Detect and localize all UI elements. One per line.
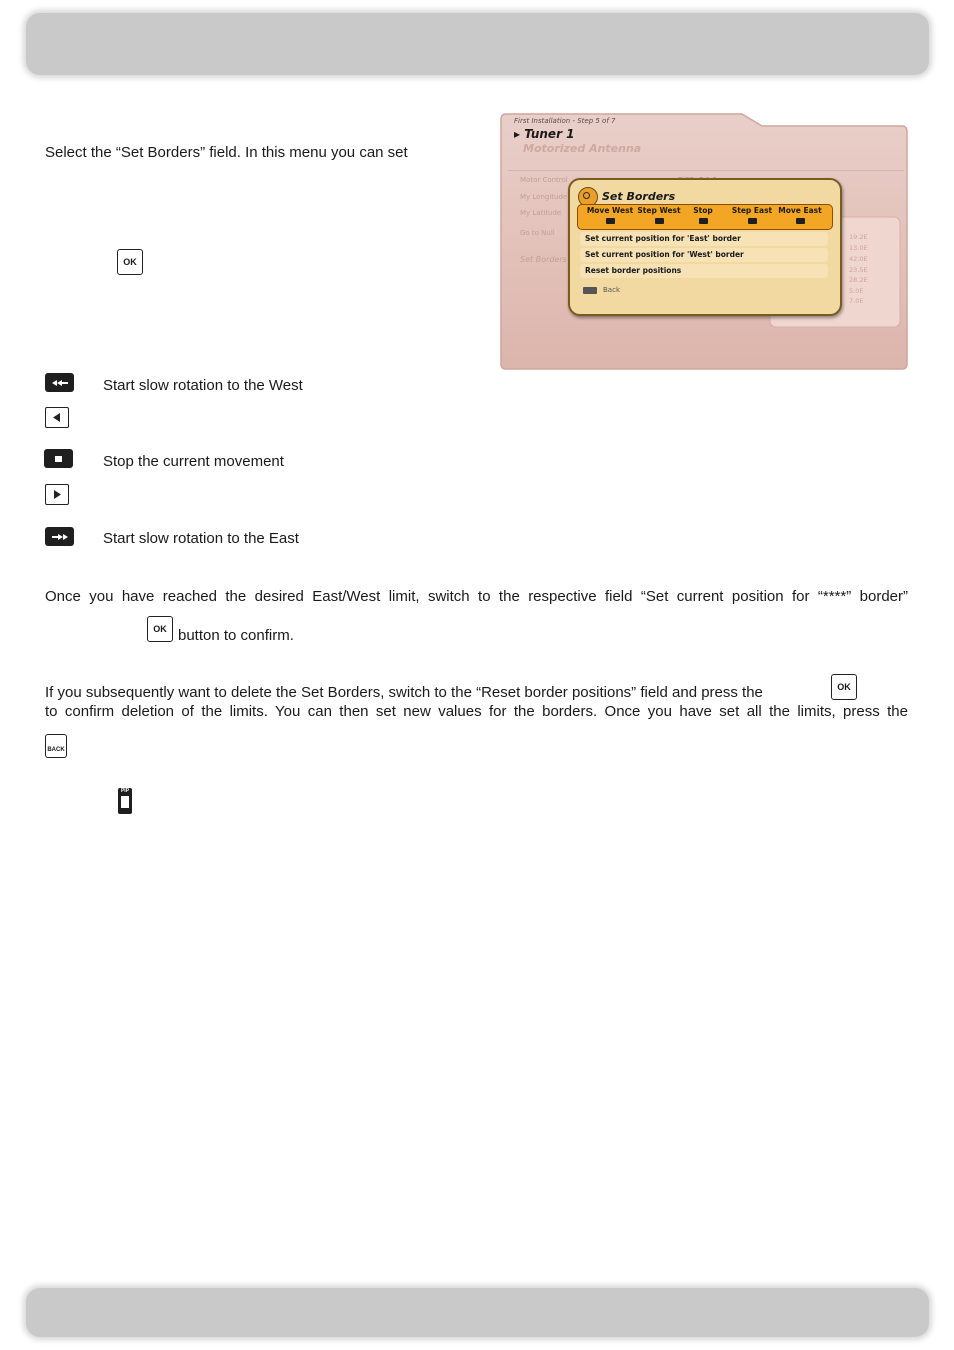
stop-key-icon	[44, 449, 73, 468]
step-right-icon	[53, 490, 61, 499]
bg-list-item: 7.0E	[849, 297, 864, 305]
fast-forward-icon	[796, 218, 805, 224]
pip-screen-icon	[121, 796, 129, 808]
screen-tuner-title: ▸ Tuner 1	[514, 127, 575, 141]
paragraph-2-line-1: If you subsequently want to delete the Set Borders, switch to the “Reset border positions” field and press the	[45, 684, 763, 701]
header-bar	[26, 13, 929, 75]
paragraph-1-line-1: Once you have reached the desired East/West limit, switch to the respective field “Set current position for “****” border”	[45, 588, 908, 605]
set-east-border-option[interactable]: Set current position for 'East' border	[580, 232, 828, 246]
tv-menu-screenshot	[500, 112, 908, 370]
ok-key-icon: OK	[147, 616, 173, 642]
stop-icon	[55, 456, 62, 462]
bg-list-item: 42.0E	[849, 255, 868, 263]
ok-key-icon: OK	[117, 249, 143, 275]
fast-rewind-icon	[606, 218, 615, 224]
bg-row: Set Borders	[520, 255, 567, 264]
step-left-key-icon	[45, 407, 69, 428]
bg-row: Go to Null	[520, 229, 555, 237]
bg-list-item: 5.0E	[849, 287, 864, 295]
screen-subtitle: Motorized Antenna	[523, 142, 642, 155]
fast-forward-key-icon	[45, 527, 74, 546]
reset-border-option[interactable]: Reset border positions	[580, 264, 828, 278]
step-left-icon	[53, 413, 61, 422]
step-east-control[interactable]: Step East	[726, 206, 778, 224]
footer-bar	[26, 1288, 929, 1337]
back-key-icon: BACK	[45, 734, 67, 758]
intro-text: Select the “Set Borders” field. In this menu you can set	[45, 144, 408, 161]
back-hint[interactable]: Back	[583, 286, 620, 294]
move-west-control[interactable]: Move West	[584, 206, 636, 224]
paragraph-1-line-2: button to confirm.	[178, 627, 294, 644]
fast-rewind-icon	[52, 379, 68, 387]
bg-row: My Longitude	[520, 193, 568, 201]
step-west-control[interactable]: Step West	[634, 206, 684, 224]
paragraph-2-line-2: to confirm deletion of the limits. You can then set new values for the borders. Once you have set all the limits, press the	[45, 703, 908, 720]
ok-key-icon: OK	[831, 674, 857, 700]
bg-list-item: 23.5E	[849, 266, 868, 274]
step-left-icon	[655, 218, 664, 224]
back-key-icon	[583, 287, 597, 294]
set-west-border-option[interactable]: Set current position for 'West' border	[580, 248, 828, 262]
dialog-title: Set Borders	[602, 190, 676, 203]
pip-key-icon: PIP	[118, 788, 132, 814]
function-text: Start slow rotation to the West	[103, 377, 303, 394]
bg-list-item: 19.2E	[849, 233, 868, 241]
screen-breadcrumb: First Installation - Step 5 of 7	[514, 117, 616, 125]
stop-icon	[699, 218, 708, 224]
set-borders-dialog	[568, 178, 842, 316]
fast-rewind-key-icon	[45, 373, 74, 392]
bg-row: Motor Control	[520, 176, 568, 184]
fast-forward-icon	[52, 533, 68, 541]
function-text: Start slow rotation to the East	[103, 530, 299, 547]
function-text: Stop the current movement	[103, 453, 284, 470]
bg-list-item: 13.0E	[849, 244, 868, 252]
step-right-icon	[748, 218, 757, 224]
bg-row: My Latitude	[520, 209, 562, 217]
move-east-control[interactable]: Move East	[774, 206, 826, 224]
controls-row[interactable]	[577, 204, 833, 230]
step-right-key-icon	[45, 484, 69, 505]
stop-control[interactable]: Stop	[682, 206, 724, 224]
bg-list-item: 28.2E	[849, 276, 868, 284]
